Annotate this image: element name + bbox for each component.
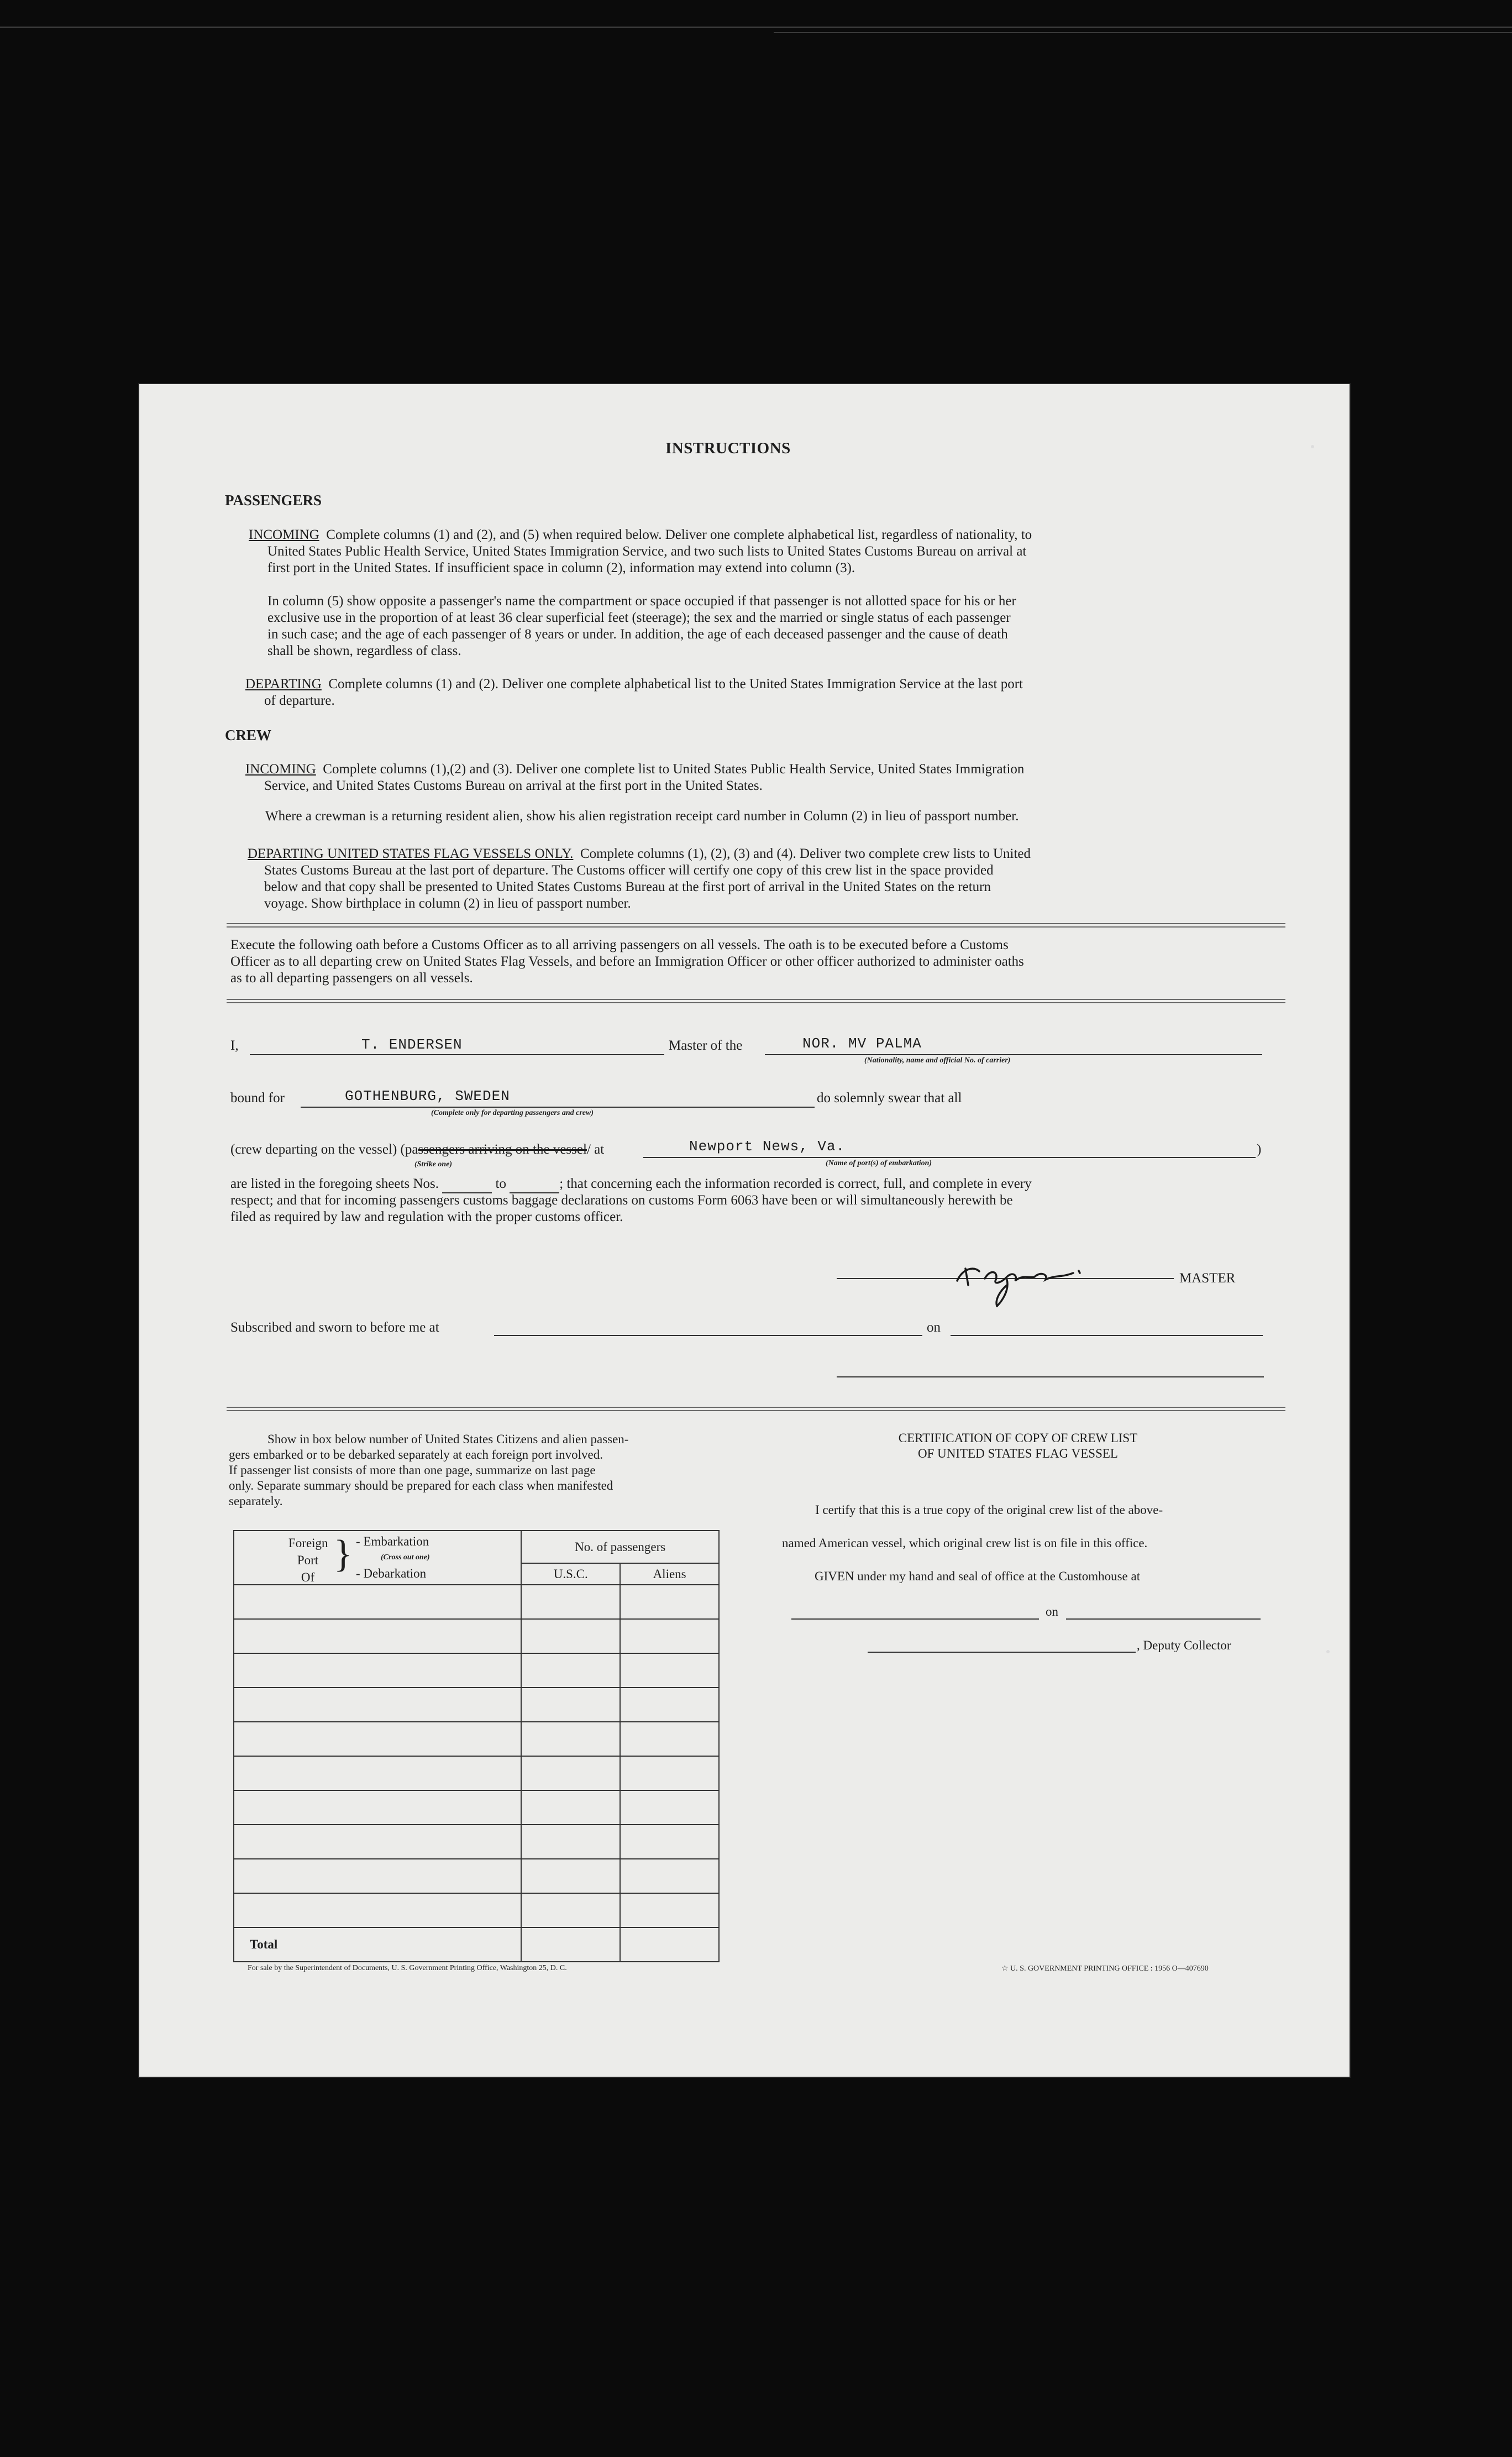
close-paren: ) [1257, 1142, 1262, 1157]
deputy-signature-line[interactable] [868, 1652, 1136, 1653]
certification-title-2: OF UNITED STATES FLAG VESSEL [918, 1447, 1118, 1460]
master-of-label: Master of the [669, 1038, 743, 1053]
separator-3b [227, 1410, 1285, 1411]
subscribed-place-line[interactable] [494, 1335, 922, 1336]
summary-note-line-2: gers embarked or to be debarked separately at each foreign port involved. [229, 1448, 603, 1461]
sheets-line [230, 1176, 1032, 1193]
strike-caption: (Strike one) [414, 1160, 453, 1169]
vessel-caption: (Nationality, name and official No. of carrier) [864, 1056, 1011, 1065]
master-label: MASTER [1179, 1271, 1236, 1286]
passengers-col5-block [267, 593, 1284, 659]
crew-incoming-label: INCOMING [245, 762, 316, 777]
of-label: Of [301, 1570, 315, 1584]
sheets-from-field[interactable] [442, 1176, 492, 1193]
certification-title-1: CERTIFICATION OF COPY OF CREW LIST [898, 1431, 1138, 1445]
respect-line-1: respect; and that for incoming passengers customs baggage declarations on customs Form 6063 have been or will simultaneously herewith be [230, 1193, 1013, 1208]
sheets-line-b: ; that concerning each the information recorded is correct, full, and complete in every [559, 1176, 1032, 1191]
certification-on-label: on [1046, 1605, 1058, 1618]
sheets-line-a: are listed in the foregoing sheets Nos. [230, 1176, 439, 1191]
separator-2b [227, 1002, 1285, 1003]
passengers-incoming-line-2: United States Public Health Service, United States Immigration Service, and two such lists to United States Customs Bureau on arrival at [267, 544, 1027, 559]
col5-line-2: exclusive use in the proportion of at least 36 clear superficial feet (steerage); the sex and the married or single status of each passenger [267, 610, 1011, 625]
crew-flag-block [248, 846, 1287, 912]
table-row[interactable] [234, 1688, 719, 1722]
footer-left: For sale by the Superintendent of Documents, U. S. Government Printing Office, Washington 25, D. C. [248, 1964, 567, 1972]
oath-intro [230, 937, 1286, 987]
bound-caption: (Complete only for departing passengers and crew) [431, 1109, 594, 1117]
at-label: at [594, 1142, 605, 1157]
bound-for-label: bound for [230, 1091, 285, 1106]
scan-line-top-2 [774, 32, 1512, 33]
certification-line-1: I certify that this is a true copy of the original crew list of the above- [815, 1503, 1163, 1517]
struck-passengers-text: ssengers arriving on the vessel [418, 1142, 587, 1157]
table-row[interactable] [234, 1653, 719, 1688]
respect-line-2: filed as required by law and regulation with the proper customs officer. [230, 1209, 623, 1224]
crew-departing-line: (crew departing on the vessel) (passengers arriving on the vessel/ at [230, 1142, 605, 1157]
passenger-summary-table [233, 1530, 720, 1962]
subscribed-label: Subscribed and sworn to before me at [230, 1320, 439, 1335]
oath-intro-line-3: as to all departing passengers on all vessels. [230, 971, 473, 986]
master-name-value[interactable]: T. ENDERSEN [361, 1036, 463, 1053]
separator-1 [227, 923, 1285, 924]
crew-flag-line-4: voyage. Show birthplace in column (2) in lieu of passport number. [264, 896, 631, 911]
table-row[interactable] [234, 1859, 719, 1893]
scan-speck [1311, 445, 1314, 448]
passengers-incoming-line-3: first port in the United States. If insufficient space in column (2), information may extend into column (3). [267, 560, 855, 575]
scan-line-top [0, 27, 1512, 28]
table-row[interactable] [234, 1756, 719, 1790]
certification-title [869, 1431, 1167, 1461]
summary-note [229, 1432, 715, 1509]
oath-intro-line-1: Execute the following oath before a Customs Officer as to all arriving passengers on all vessels. The oath is to be executed before a Customs [230, 937, 1009, 952]
passengers-departing-block [245, 676, 1284, 709]
separator-2 [227, 999, 1285, 1000]
certification-date-line[interactable] [1066, 1618, 1261, 1620]
foreign-label: Foreign [288, 1536, 328, 1550]
passengers-heading: PASSENGERS [225, 492, 322, 509]
crew-flag-line-1: Complete columns (1), (2), (3) and (4). Deliver two complete crew lists to United [580, 846, 1031, 861]
table-row[interactable] [234, 1893, 719, 1927]
table-row[interactable] [234, 1722, 719, 1756]
customhouse-line[interactable] [791, 1618, 1039, 1620]
certification-line-2: named American vessel, which original crew list is on file in this office. [782, 1536, 1148, 1550]
form-page [139, 384, 1350, 2077]
subscribed-on-label: on [927, 1320, 941, 1335]
cross-out-label: (Cross out one) [381, 1553, 430, 1562]
officer-signature-line[interactable] [837, 1376, 1264, 1377]
no-of-passengers-header: No. of passengers [521, 1531, 719, 1563]
col5-line-1: In column (5) show opposite a passenger's name the compartment or space occupied if that passenger is not allotted space for his or her [267, 594, 1016, 609]
deputy-collector-label: , Deputy Collector [1137, 1638, 1231, 1652]
footer-right: ☆ U. S. GOVERNMENT PRINTING OFFICE : 1956 O—407690 [1001, 1964, 1209, 1973]
port-label: Port [297, 1553, 319, 1567]
bound-for-line [301, 1107, 815, 1108]
swear-text: do solemnly swear that all [817, 1091, 962, 1106]
summary-note-line-4: only. Separate summary should be prepared for each class when manifested [229, 1479, 613, 1492]
oath-i-label: I, [230, 1038, 239, 1053]
port-caption: (Name of port(s) of embarkation) [826, 1159, 932, 1167]
col5-line-3: in such case; and the age of each passenger of 8 years or under. In addition, the age of each deceased passenger and the cause of death [267, 627, 1008, 642]
brace-icon: } [334, 1533, 353, 1575]
subscribed-date-line[interactable] [951, 1335, 1263, 1336]
embarkation-label: - Embarkation [356, 1534, 429, 1548]
usc-header: U.S.C. [521, 1563, 620, 1585]
passengers-departing-label: DEPARTING [245, 677, 322, 691]
separator-1b [227, 926, 1285, 928]
crew-flag-line-3: below and that copy shall be presented to United States Customs Bureau at the first port of arrival in the United States on the return [264, 879, 991, 894]
crew-incoming-line-1: Complete columns (1),(2) and (3). Deliver one complete list to United States Public Health Service, United States Immigration [323, 762, 1025, 777]
table-row[interactable] [234, 1585, 719, 1619]
crew-flag-label: DEPARTING UNITED STATES FLAG VESSELS ONLY. [248, 846, 574, 861]
crew-departing-prefix: (crew departing on the vessel) (pa [230, 1142, 418, 1157]
summary-note-line-3: If passenger list consists of more than one page, summarize on last page [229, 1463, 596, 1477]
passengers-incoming-label: INCOMING [249, 527, 319, 542]
total-usc-cell[interactable] [521, 1927, 620, 1962]
bound-for-value[interactable]: GOTHENBURG, SWEDEN [345, 1088, 510, 1104]
crew-resident-line: Where a crewman is a returning resident alien, show his alien registration receipt card number in Column (2) in lieu of passport number. [265, 809, 1019, 824]
summary-note-line-5: separately. [229, 1494, 283, 1508]
crew-incoming-line-2: Service, and United States Customs Bureau on arrival at the first port in the United States. [264, 778, 763, 793]
table-row[interactable] [234, 1619, 719, 1653]
master-signature [946, 1246, 1112, 1307]
aliens-header: Aliens [620, 1563, 719, 1585]
vessel-value[interactable]: NOR. MV PALMA [802, 1035, 922, 1052]
crew-incoming-block [245, 761, 1284, 794]
total-aliens-cell[interactable] [620, 1927, 719, 1962]
oath-intro-line-2: Officer as to all departing crew on United States Flag Vessels, and before an Immigration Officer or other officer authorized to administer oaths [230, 954, 1024, 969]
passengers-incoming-block [249, 527, 1282, 577]
page-title: INSTRUCTIONS [665, 439, 791, 457]
table-row[interactable] [234, 1790, 719, 1825]
total-label: Total [234, 1927, 521, 1962]
to-label: to [495, 1176, 506, 1191]
table-row[interactable] [234, 1825, 719, 1859]
scan-speck [1326, 1650, 1330, 1653]
passengers-departing-line-1: Complete columns (1) and (2). Deliver one complete alphabetical list to the United States Immigration Service at the last port [328, 677, 1023, 691]
separator-3 [227, 1407, 1285, 1408]
col5-line-4: shall be shown, regardless of class. [267, 643, 461, 658]
crew-heading: CREW [225, 727, 272, 743]
foreign-port-header [234, 1531, 521, 1585]
port-line [643, 1157, 1256, 1158]
certification-line-3: GIVEN under my hand and seal of office at the Customhouse at [815, 1569, 1141, 1583]
master-name-line [250, 1054, 664, 1055]
vessel-line [765, 1054, 1262, 1055]
total-row[interactable] [234, 1927, 719, 1962]
summary-header-row [234, 1531, 719, 1563]
sheets-to-field[interactable] [510, 1176, 559, 1193]
passengers-incoming-line-1: Complete columns (1) and (2), and (5) when required below. Deliver one complete alphabetical list, regardless of nationality, to [326, 527, 1032, 542]
port-value[interactable]: Newport News, Va. [689, 1138, 846, 1155]
crew-flag-line-2: States Customs Bureau at the last port of departure. The Customs officer will certify one copy of this crew list in the space provided [264, 863, 994, 878]
debarkation-label: - Debarkation [356, 1567, 427, 1580]
respect-block [230, 1192, 1280, 1225]
passengers-departing-line-2: of departure. [264, 693, 335, 708]
summary-note-line-1: Show in box below number of United States Citizens and alien passen- [267, 1432, 629, 1446]
